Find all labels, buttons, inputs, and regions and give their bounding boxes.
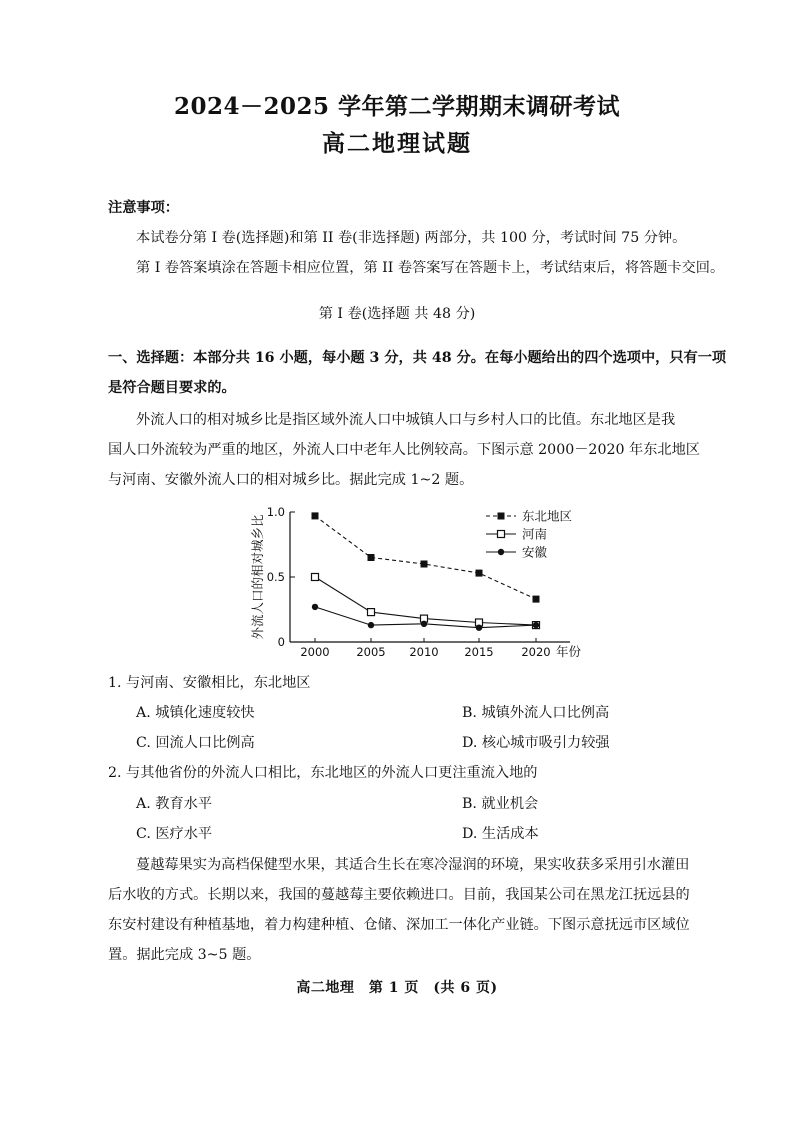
series-2-point-4: [533, 622, 539, 628]
notice-line-1: 本试卷分第 I 卷(选择题)和第 II 卷(非选择题) 两部分，共 100 分，考试时间 75 分钟。: [136, 230, 687, 246]
series-0-point-2: [421, 561, 428, 568]
notice-heading: 注意事项：: [108, 200, 179, 216]
legend-marker-1: [498, 531, 505, 538]
series-0-point-4: [533, 596, 540, 603]
x-tick-label-3: 2015: [464, 645, 494, 659]
legend-label-2: 安徽: [522, 544, 548, 560]
series-0-point-0: [312, 512, 319, 519]
x-tick-label-0: 2000: [300, 645, 330, 659]
q2-option-b[interactable]: B. 就业机会: [462, 796, 539, 812]
q1-option-d[interactable]: D. 核心城市吸引力较强: [462, 735, 610, 751]
y-tick-label-2: 1.0: [266, 505, 285, 519]
line-chart: [0, 500, 794, 680]
passage2-line-1: 蔓越莓果实为高档保健型水果，其适合生长在寒冷湿润的环境，果实收获多采用引水灌田: [136, 857, 690, 873]
section-title: 第 I 卷(选择题 共 48 分): [318, 306, 476, 322]
passage1-line-2: 国人口外流较为严重的地区，外流人口中老年人比例较高。下图示意 2000－2020 年东北地区: [108, 442, 700, 458]
series-2-point-0: [312, 604, 318, 610]
q2-option-a[interactable]: A. 教育水平: [136, 796, 213, 812]
notice-line-2: 第 I 卷答案填涂在答题卡相应位置，第 II 卷答案写在答题卡上，考试结束后，将答题卡交回。: [136, 260, 725, 276]
y-tick-label-0: 0: [277, 635, 285, 649]
x-tick-label-2: 2010: [409, 645, 439, 659]
series-0-point-3: [476, 570, 483, 577]
legend-marker-2: [498, 549, 504, 555]
y-tick-label-1: 0.5: [266, 570, 285, 584]
series-2-point-1: [368, 622, 374, 628]
series-line-0: [315, 516, 536, 599]
series-0-point-1: [368, 554, 375, 561]
section-instruction-line-2: 是符合题目要求的。: [108, 380, 236, 396]
page-footer: 高二地理 第 1 页 (共 6 页): [296, 980, 498, 996]
x-axis-label: 年份: [556, 644, 582, 659]
legend-marker-0: [498, 513, 505, 520]
y-axis-label: 外流人口的相对城乡比: [250, 514, 265, 640]
series-1-point-1: [368, 609, 375, 616]
legend-label-0: 东北地区: [522, 508, 573, 524]
series-2-point-2: [421, 621, 427, 627]
x-tick-label-4: 2020: [521, 645, 551, 659]
passage2-line-3: 东安村建设有种植基地，着力构建种植、仓储、深加工一体化产业链。下图示意抚远市区域位: [108, 917, 690, 933]
q1-option-a[interactable]: A. 城镇化速度较快: [136, 705, 255, 721]
exam-subtitle: 高二地理试题: [322, 130, 472, 157]
q1-option-b[interactable]: B. 城镇外流人口比例高: [462, 705, 610, 721]
passage1-line-3: 与河南、安徽外流人口的相对城乡比。据此完成 1~2 题。: [108, 472, 474, 488]
series-2-point-3: [476, 625, 482, 631]
q2-option-c[interactable]: C. 医疗水平: [136, 826, 213, 842]
section-instruction-line-1: 一、选择题：本部分共 16 小题，每小题 3 分，共 48 分。在每小题给出的四个选项中，只有一项: [108, 350, 727, 366]
q2-stem: 2. 与其他省份的外流人口相比，东北地区的外流人口更注重流入地的: [108, 765, 538, 781]
passage1-line-1: 外流人口的相对城乡比是指区域外流人口中城镇人口与乡村人口的比值。东北地区是我: [136, 412, 676, 428]
q1-option-c[interactable]: C. 回流人口比例高: [136, 735, 255, 751]
exam-title: 2024－2025 学年第二学期期末调研考试: [173, 93, 621, 120]
q1-stem: 1. 与河南、安徽相比，东北地区: [108, 675, 311, 691]
series-1-point-0: [312, 574, 319, 581]
passage2-line-4: 置。据此完成 3~5 题。: [108, 947, 261, 963]
legend-label-1: 河南: [522, 526, 548, 542]
q2-option-d[interactable]: D. 生活成本: [462, 826, 539, 842]
x-tick-label-1: 2005: [356, 645, 386, 659]
passage2-line-2: 后水收的方式。长期以来，我国的蔓越莓主要依赖进口。目前，我国某公司在黑龙江抚远县的: [108, 887, 690, 903]
